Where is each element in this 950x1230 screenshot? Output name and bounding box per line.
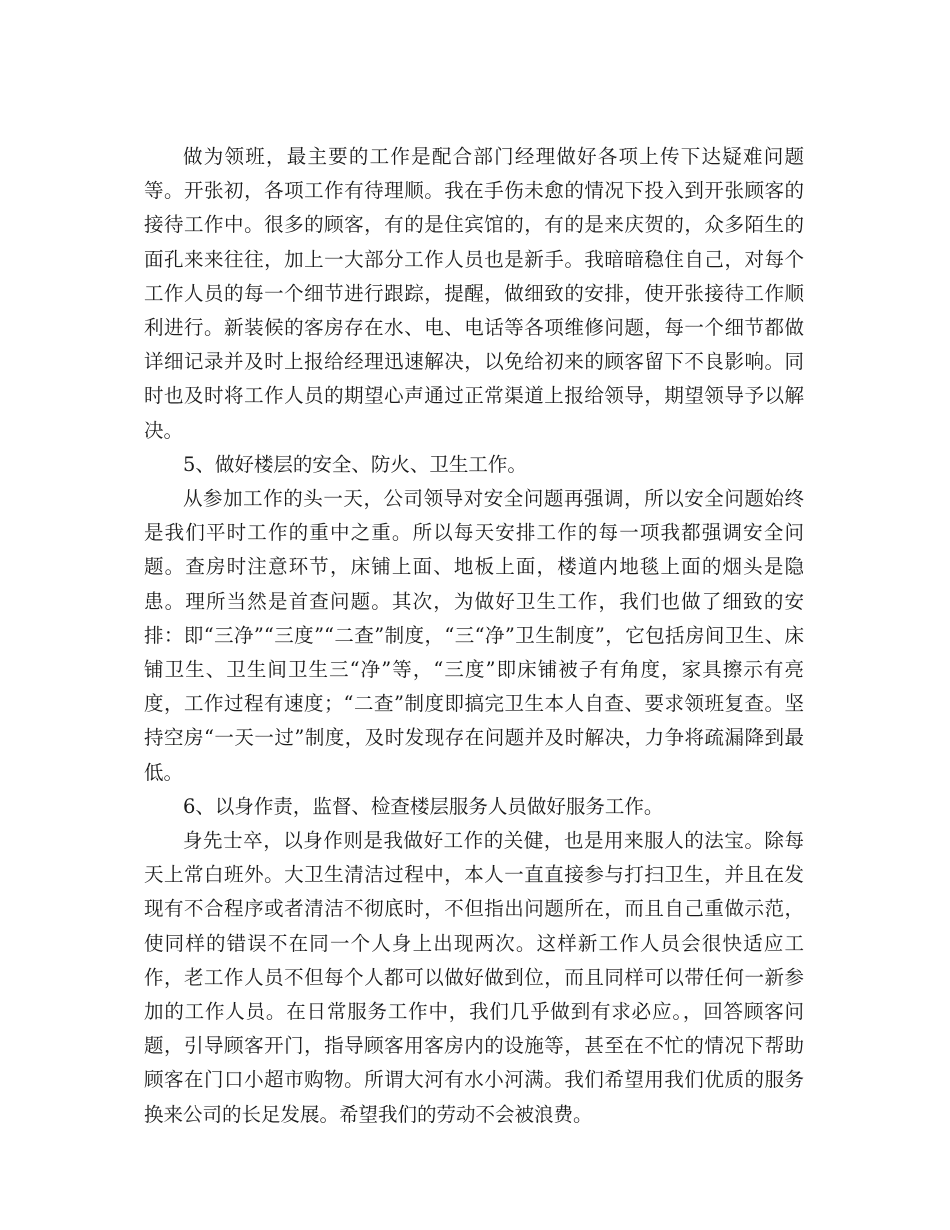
paragraph-safety-hygiene: 从参加工作的头一天，公司领导对安全问题再强调，所以安全问题始终是我们平时工作的重中之重。所以每天安排工作的每一项我都强调安全问题。查房时注意环节，床铺上面、地板上面，楼道内地毯上面的烟头是隐患。理所当然是首查问题。其次，为做好卫生工作，我们也做了细致的安排：即“三净”“三度”“二查”制度，“三“净”卫生制度”，它包括房间卫生、床铺卫生、卫生间卫生三“净”等，“三度”即床铺被子有角度，家具擦示有亮度，工作过程有速度；“二查”制度即搞完卫生本人自查、要求领班复查。坚持空房“一天一过”制度，及时发现存在问题并及时解决，力争将疏漏降到最低。	[144, 487, 804, 784]
heading-item-6-lead-by-example: 6、以身作责，监督、检查楼层服务人员做好服务工作。	[183, 794, 664, 818]
document-body	[144, 140, 804, 1132]
heading-item-5-safety: 5、做好楼层的安全、防火、卫生工作。	[183, 452, 527, 476]
paragraph-supervisor-duties: 做为领班，最主要的工作是配合部门经理做好各项上传下达疑难问题等。开张初，各项工作有待理顺。我在手伤未愈的情况下投入到开张顾客的接待工作中。很多的顾客，有的是住宾馆的，有的是来庆贺的，众多陌生的面孔来来往往，加上一大部分工作人员也是新手。我暗暗稳住自己，对每个工作人员的每一个细节进行跟踪，提醒，做细致的安排，使开张接待工作顺利进行。新装候的客房存在水、电、电话等各项维修问题，每一个细节都做详细记录并及时上报给经理迅速解决，以免给初来的顾客留下不良影响。同时也及时将工作人员的期望心声通过正常渠道上报给领导，期望领导予以解决。	[144, 145, 804, 442]
paragraph-lead-by-example: 身先士卒，以身作则是我做好工作的关健，也是用来服人的法宝。除每天上常白班外。大卫生清洁过程中，本人一直直接参与打扫卫生，并且在发现有不合程序或者清洁不彻底时，不但指出问题所在，而且自己重做示范，使同样的错误不在同一个人身上出现两次。这样新工作人员会很快适应工作，老工作人员不但每个人都可以做好做到位，而且同样可以带任何一新参加的工作人员。在日常服务工作中，我们几乎做到有求必应。，回答顾客问题，引导顾客开门，指导顾客用客房内的设施等，甚至在不忙的情况下帮助顾客在门口小超市购物。所谓大河有水小河满。我们希望用我们优质的服务换来公司的长足发展。希望我们的劳动不会被浪费。	[144, 829, 804, 1126]
